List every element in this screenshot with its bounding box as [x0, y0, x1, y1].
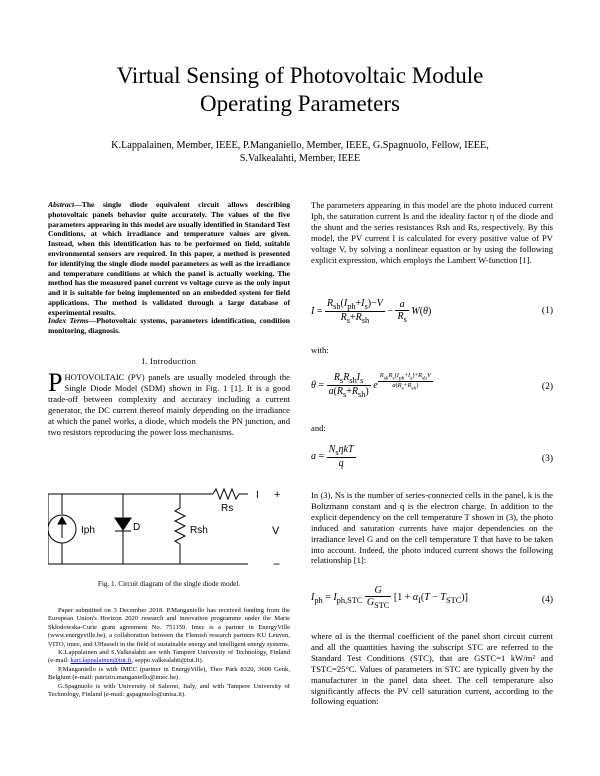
equation-3: a = $\frac{N_s\eta kT}{q}$ (3): [311, 444, 553, 469]
drop-cap: P: [48, 368, 63, 397]
footnote-affiliation-1: K.Lappalainen and S.Valkealahti are with Tampere University of Technology, Finland (e-mail: kari.lappalainen@tut.fi, seppo.valkealahti@tut.fi).: [48, 649, 290, 665]
index-terms-label: Index Terms: [48, 316, 89, 325]
equation-1-number: (1): [541, 306, 553, 316]
footnote-affiliation-3: G.Spagnuolo is with University of Salerno, Italy, and with Tampere University of Technology, Finland (e-mail: gspagnuolo@unisa.it).: [48, 682, 290, 699]
equation-2: θ = $\frac{R_sR_{sh}I_s}{a(R_s+R_{sh})}$ e $^{\frac{R_{sh}R_s(I_{ph}+I_s)+R_{sh}V}{a(R_s+R_{sh})}}$ (2): [311, 372, 553, 399]
right-paragraph-1: The parameters appearing in this model are the photo induced current Iph, the saturation current Is and the ideality factor η of the diode and the shunt and the series resistances Rsh and Rs, respectively. By this model, the PV current I is calculated for every positive value of PV voltage V, by solving a nonlinear equation or by using the following explicit expression, which employs the Lambert W-function [1].: [311, 200, 553, 265]
intro-paragraph: [48, 368, 290, 437]
footnote-funding: Paper submitted on 3 December 2018. P.Manganiello has received funding from the European Union's Horizon 2020 research and innovation programme under the Marie Skłodowska-Curie grant agreement No. 751159. Imec is a partner in EnergyVille (www.energyville.be), a collaboration between the Flemish research partners KU Leuven, VITO, imec, and UHasselt in the field of sustainable energy and intelligent energy systems.: [48, 607, 290, 648]
label-voltage: V: [272, 525, 280, 537]
circuit-diagram: [48, 484, 290, 574]
footnotes: [48, 607, 290, 699]
label-current: I: [256, 490, 259, 501]
intro-text: HOTOVOLTAIC (PV) panels are usually modeled through the Single Diode Model (SDM) shown in Fig. 1 [1]. It is a good trade-off between complexity and accuracy including a current generator, the DC current thereof mainly depending on the irradiance at which the panel works, a diode, which models the PN junction, and two resistors reproducing the power loss mechanisms.: [48, 372, 290, 437]
label-iph: Iph: [81, 525, 95, 536]
section-heading: I. Introduction: [141, 356, 197, 366]
label-d: D: [133, 522, 141, 533]
equation-3-number: (3): [541, 454, 553, 464]
right-paragraph-2: In (3), Ns is the number of series-connected cells in the panel, k is the Boltzmann constant and q is the electron charge. In addition to the explicit dependency on the cell temperature T shown in (3), the photo induced and saturation currents have major dependencies on the irradiance level G and on the cell temperature T that have to be taken into account. Indeed, the photo induced current shows the following relationship [1]:: [311, 490, 553, 566]
right-paragraph-3: where αI is the thermal coefficient of the panel short circuit current and all the quantities having the subscript STC are referred to the Standard Test Conditions (STC), that are GSTC=1 kW/m² and TSTC=25°C. Values of parameters in STC are typically given by the manufacturer in the panel data sheet. The cell temperature also significantly affects the PV cell saturation current, according to the following equation:: [311, 631, 553, 707]
footnote-affiliation-2: P.Manganiello is with IMEC (partner in EnergyVille), Thor Park 8320, 3600 Genk, Belgium (e-mail: patrizio.manganiello@imec.be).: [48, 665, 290, 682]
abstract: [48, 200, 290, 318]
author-list: [60, 139, 540, 165]
index-terms: [48, 316, 290, 336]
equation-1: I = $\frac{R_{sh}(I_{ph}+I_s)-V}{R_s+R_{sh}}$ − $\frac{a}{R_s}$ W(θ) (1): [311, 298, 553, 325]
equation-4: $I_{ph} = I_{ph,STC}$ $\frac{G}{G_{STC}}$ $[1 + \alpha_I(T - T_{STC})]$ (4): [311, 585, 553, 610]
title-line-2: Operating Parameters: [200, 91, 400, 116]
authors-line-1: K.Lappalainen, Member, IEEE, P.Manganiello, Member, IEEE, G.Spagnuolo, Fellow, IEEE,: [111, 140, 489, 151]
paper-title: [40, 62, 560, 118]
and-label: and:: [311, 423, 326, 433]
abstract-label: Abstract: [48, 200, 75, 209]
email-link[interactable]: kari.lappalainen@tut.fi: [70, 657, 132, 665]
equation-4-number: (4): [541, 595, 553, 605]
label-rsh: Rsh: [190, 525, 208, 536]
equation-2-number: (2): [541, 382, 553, 392]
authors-line-2: S.Valkealahti, Member, IEEE: [239, 153, 361, 164]
figure-caption: Fig. 1. Circuit diagram of the single diode model.: [97, 580, 241, 588]
label-rs: Rs: [221, 503, 234, 514]
abstract-text: —The single diode equivalent circuit allows describing photovoltaic panels behavior quite accurately. The values of the five parameters appearing in this model are usually identified in Standard Test Conditions, at which irradiance and temperature values are given. Instead, when this identification has to be performed on field, suitable environmental sensors are required. In this paper, a method is presented for identifying the single diode model parameters as well as the irradiance and temperature conditions at which the panel is actually working. The method has the measured panel current vs voltage curve as the only input and it is suitable for being implemented on an embedded system for field applications. The method is validated through a large database of experimental results.: [48, 200, 290, 317]
circuit-svg: [48, 484, 290, 574]
with-label: with:: [311, 345, 329, 355]
title-line-1: Virtual Sensing of Photovoltaic Module: [116, 63, 484, 88]
index-terms-text: —Photovoltaic systems, parameters identification, condition monitoring, diagnosis.: [48, 316, 291, 335]
label-minus: −: [273, 557, 281, 571]
label-plus: +: [274, 489, 281, 501]
